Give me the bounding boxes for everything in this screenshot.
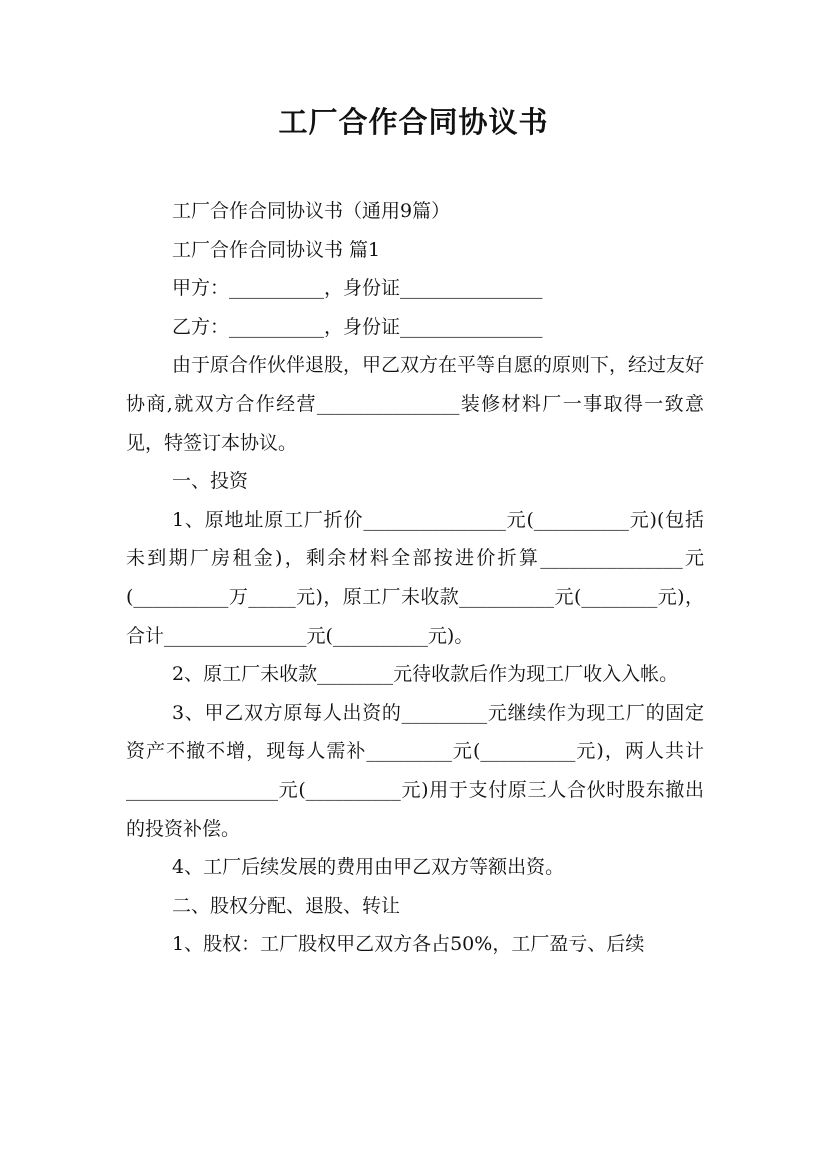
clause-2-1: 1、股权：工厂股权甲乙双方各占50%，工厂盈亏、后续	[172, 933, 645, 956]
party-a-line: 甲方：__________，身份证_______________	[172, 277, 543, 300]
subtitle-line: 工厂合作合同协议书（通用9篇）	[172, 200, 451, 222]
clause-1-2: 2、原工厂未收款________元待收款后作为现工厂收入入帐。	[172, 663, 679, 686]
document-body	[126, 192, 704, 964]
party-b-line: 乙方：__________，身份证_______________	[172, 315, 543, 338]
section-heading: 工厂合作合同协议书 篇1	[172, 238, 381, 261]
clause-1-1: 1、原地址原工厂折价_______________元(__________元)(包括未到期厂房租金)，剩余材料全部按进价折算_______________元(__________万_____元)，原工厂未收款__________元(________元)，合计_______________元(__________元)。	[126, 508, 704, 647]
heading-equity: 二、股权分配、退股、转让	[172, 894, 401, 917]
clause-1-3: 3、甲乙双方原每人出资的_________元继续作为现工厂的固定资产不撤不增，现每人需补_________元(__________元)，两人共计________________元(__________元)用于支付原三人合伙时股东撤出的投资补偿。	[126, 701, 704, 840]
preamble-paragraph: 由于原合作伙伴退股，甲乙双方在平等自愿的原则下，经过友好协商,就双方合作经营_______________装修材料厂一事取得一致意见，特签订本协议。	[126, 354, 705, 454]
clause-1-4: 4、工厂后续发展的费用由甲乙双方等额出资。	[172, 856, 565, 879]
document-title: 工厂合作合同协议书	[278, 105, 549, 139]
heading-investment: 一、投资	[172, 470, 249, 493]
